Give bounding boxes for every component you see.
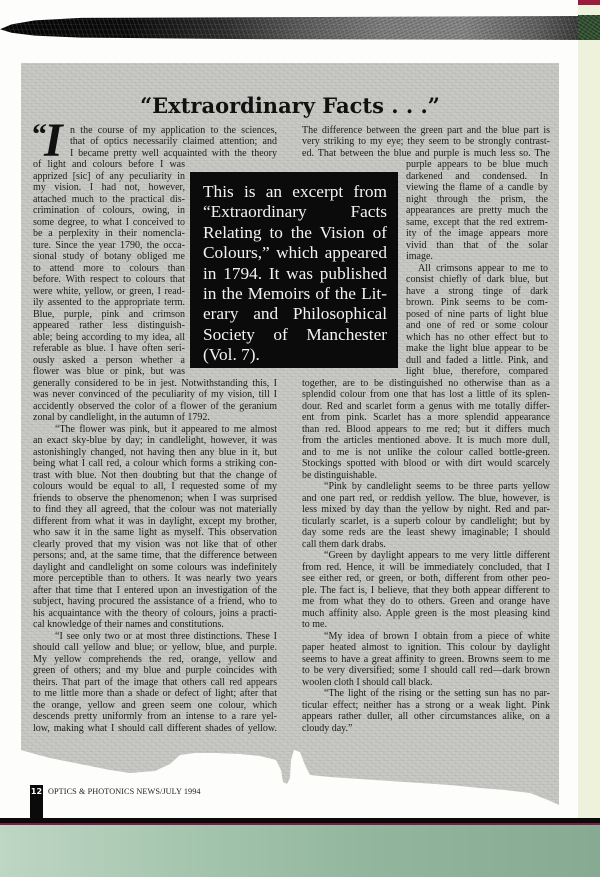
text-line: accidently observed the color of a flower of the geranium [33, 400, 277, 412]
text-line: All crimsons appear to me to [418, 262, 548, 274]
text-line: persons; and, at the same time, that the difference between [33, 550, 277, 561]
text-line: were white, yellow, or green, I read- [33, 285, 185, 297]
text-line: and one part red, or reddish yellow. The blue, however, is [302, 492, 550, 504]
masthead-brush-stroke [0, 16, 578, 40]
text-line: The difference between the green part and the blue part is [302, 124, 550, 136]
text-line: be distinguishable. [302, 469, 377, 481]
text-line: friends to observe the phenomenon; when I was surprised [33, 492, 277, 504]
text-line: brown. Pink seems to be com- [406, 297, 548, 308]
text-line: seems to have a great affinity to green. Browns seem to me [302, 653, 550, 665]
text-line: referable as blue. I have often seri- [33, 343, 185, 354]
text-line: less mixed by day than the yellow by night. Red and par- [302, 504, 550, 515]
text-line: trast with blue. Not then doubting but that the change of [33, 469, 277, 481]
text-line: of light and colours before I was [33, 159, 185, 170]
text-line: My yellow comprehends the red, orange, yellow and [33, 653, 277, 665]
text-line: clearly proved that my vision was not like that of other [33, 538, 277, 550]
text-line: before. With respect to colours that [33, 274, 185, 285]
callout-line: This is an excerpt from [203, 182, 387, 201]
text-line: to attend more to colours than [33, 262, 185, 274]
text-line: call them dark drabs. [302, 538, 386, 550]
text-line: “Pink by candlelight seems to be three parts yellow [324, 481, 550, 492]
text-line: from the articles mentioned above. It is much more dull, [302, 435, 550, 446]
text-line: see either red, or green, or both, different from other peo- [302, 573, 550, 584]
text-line: crimination of colours, owing, in [33, 205, 185, 216]
text-line: vivid than that of the solar [406, 239, 548, 251]
text-line: ed. That between the blue and purple is much less so. The [302, 147, 550, 159]
drop-cap-letter: I [44, 114, 63, 167]
text-line: “My idea of brown I obtain from a piece of white [324, 630, 550, 642]
text-line: posed of nine parts of light blue [406, 308, 548, 320]
text-line: flower was blue or pink, but was [33, 366, 185, 377]
text-line: his acquaintance with the theory of colours, joins a practi- [33, 607, 277, 619]
text-line: appeared rather less distinguish- [33, 320, 185, 331]
text-line: ticularly scarlet, is a superb colour by candlelight; but by [302, 515, 550, 527]
drop-cap-quote: “ [32, 118, 47, 151]
text-line: theirs. That part of the image that others call red appears [33, 676, 277, 688]
text-line: cal knowledge of their names and constitutions. [33, 619, 224, 630]
text-line: low, making what I should call different shades of yellow. [33, 722, 277, 734]
text-line: dull and faded a little. Pink, and [406, 354, 548, 366]
text-line: zonal by candlelight, in the autumn of 1792. [33, 412, 210, 423]
text-line: attached much to the practical dis- [33, 193, 185, 205]
callout-line: Society of Manchester [203, 324, 387, 344]
text-line: me from what they do to others. Green and orange have [302, 596, 550, 607]
text-line: image. [406, 251, 433, 262]
text-line: appearances are pretty much the [406, 205, 548, 216]
text-line: my vision. I had not, however, [33, 182, 185, 193]
text-line: ity of the image appears more [406, 228, 548, 239]
callout-line: in 1794. It was published [203, 263, 387, 283]
text-line: astonishingly changed, not having then any blue in it, but [33, 446, 277, 458]
article-title: “Extraordinary Facts . . .” [140, 93, 440, 118]
text-line: generally considered to be in jest. Notwithstanding this, I [33, 377, 277, 389]
text-line: ple. The fact is, I believe, that they both appear different to [302, 584, 550, 596]
text-line: paper heated almost to ignition. This colour by daylight [302, 642, 550, 653]
text-line: able; being according to my idea, all [33, 331, 185, 343]
text-line: that of optics necessarily claimed attention; and [70, 136, 277, 147]
desk-surface [0, 825, 600, 877]
text-line: than red. Blood appears to me red; but it differs much [302, 423, 550, 435]
text-line: have a strong tinge of dark [406, 285, 548, 297]
text-line: Blue, purple, pink and crimson [33, 308, 185, 320]
text-line: and one of red or some colour [406, 320, 548, 331]
text-line: to find they all agreed, that the colour was not materially [33, 504, 277, 515]
callout-line: “Extraordinary Facts [203, 202, 387, 222]
text-line: from red. Hence, it will be immediately concluded, that I [302, 561, 550, 573]
text-line: day some reds are the least shewy imaginable; I should [302, 527, 550, 538]
text-line: together, are to be distinguished no otherwise than as a [302, 377, 550, 389]
text-line: viewing the flame of a candle by [406, 182, 548, 193]
text-line: dour. Red and scarlet form a genus with me totally differ- [302, 400, 550, 412]
text-line: ously asked a person whether a [33, 354, 185, 366]
text-line: same, except that the red extrem- [406, 216, 548, 228]
text-line: some degree, to what I conceived to [33, 216, 185, 228]
text-line: I became pretty well acquainted with the theory [70, 147, 277, 159]
text-line: being what I call red, a colour which forms a striking con- [33, 458, 277, 469]
text-line: purple appears to be blue much [406, 159, 548, 170]
text-line: daylight and candlelight on some colours was indefinitely [33, 561, 277, 573]
text-line: n the course of my application to the sciences, [70, 124, 277, 136]
text-line: be a perplexity in their nomencla- [33, 228, 185, 239]
callout-line: Colours,” which appeared [203, 243, 387, 263]
text-line: subject, having procured the assistance of a friend, who to [33, 596, 277, 607]
callout-line: erary and Philosophical [203, 304, 387, 324]
text-line: very striking to my eye; they seem to be strongly contrast- [302, 136, 550, 147]
text-line: ticular effect; neither has a strong or a weak light. Pink [302, 699, 550, 711]
text-line: should call yellow and blue; or yellow, blue, and purple. [33, 642, 277, 653]
callout-line: Relating to the Vision of [203, 222, 387, 242]
publication-credit: OPTICS & PHOTONICS NEWS/JULY 1994 [48, 787, 201, 796]
text-line: “The flower was pink, but it appeared to me almost [55, 423, 277, 435]
text-line: sional study of botany obliged me [33, 251, 185, 262]
text-line: to be very diversified; some I should call red—dark brown [302, 665, 550, 676]
text-line: “I see only two or at most three distinctions. These I [55, 630, 277, 642]
text-line: and to me is not unlike the colour called bottle-green. [302, 446, 550, 458]
text-line: darkened and condensed. In [406, 170, 548, 182]
callout-line: in the Memoirs of the Lit- [203, 283, 387, 303]
facing-page-edge [578, 0, 600, 820]
text-line: night through the prism, the [406, 193, 548, 205]
text-line: ent from pink. Scarlet has a more splendid appearance [302, 412, 550, 423]
text-line: woolen cloth I should call black. [302, 676, 433, 688]
page-number: 12 [30, 787, 43, 796]
text-line: splendid colour from one that has lost a little of its splen- [302, 389, 550, 400]
text-line: ily assented to the appropriate term. [33, 297, 185, 308]
text-line: who saw it in the same light as myself. This observation [33, 527, 277, 538]
text-line: ture. Since the year 1790, the occa- [33, 239, 185, 251]
text-line: which has no other effect but to [406, 331, 548, 343]
text-line: an exact sky-blue by day; in candlelight, however, it was [33, 435, 277, 446]
facing-page-brush [578, 15, 600, 40]
text-line: to me. [302, 619, 327, 630]
text-line: more perceptible than to others. It was nearly two years [33, 573, 277, 584]
text-line: apprized [sic] of any peculiarity in [33, 170, 185, 182]
text-line: green of others; and my blue and purple coincides with [33, 665, 277, 676]
excerpt-callout [190, 172, 398, 368]
text-line: Stockings spotted with blood or with dirt would scarcely [302, 458, 550, 469]
text-line: cloudy day.” [302, 722, 353, 734]
facing-page-red-band [578, 0, 600, 5]
text-line: light blue, therefore, compared [406, 366, 548, 377]
text-line: after that time that I entered upon an investigation of the [33, 584, 277, 596]
text-line: appears rather duller, all other circumstances alike, on a [302, 711, 550, 722]
text-line: much affinity also. Apple green is the most pleasing kind [302, 607, 550, 619]
text-line: “The light of the rising or the setting sun has no par- [324, 688, 550, 699]
text-line: “Green by daylight appears to me very little different [324, 550, 550, 561]
text-line: consist chiefly of dark blue, but [406, 274, 548, 285]
callout-line: (Vol. 7). [203, 345, 260, 365]
text-line: make the light blue appear to be [406, 343, 548, 354]
text-line: different from what it was in daylight, except my brother, [33, 515, 277, 527]
text-line: was never convinced of the peculiarity of my vision, till I [33, 389, 277, 400]
text-line: the orange, yellow and green seem one colour, which [33, 699, 277, 711]
text-line: descends pretty uniformly from an intense to a rare yel- [33, 711, 277, 722]
text-line: to me little more than a shade or defect of light; after that [33, 688, 277, 699]
text-line: colours would be equal to all, I requested some of my [33, 481, 277, 492]
